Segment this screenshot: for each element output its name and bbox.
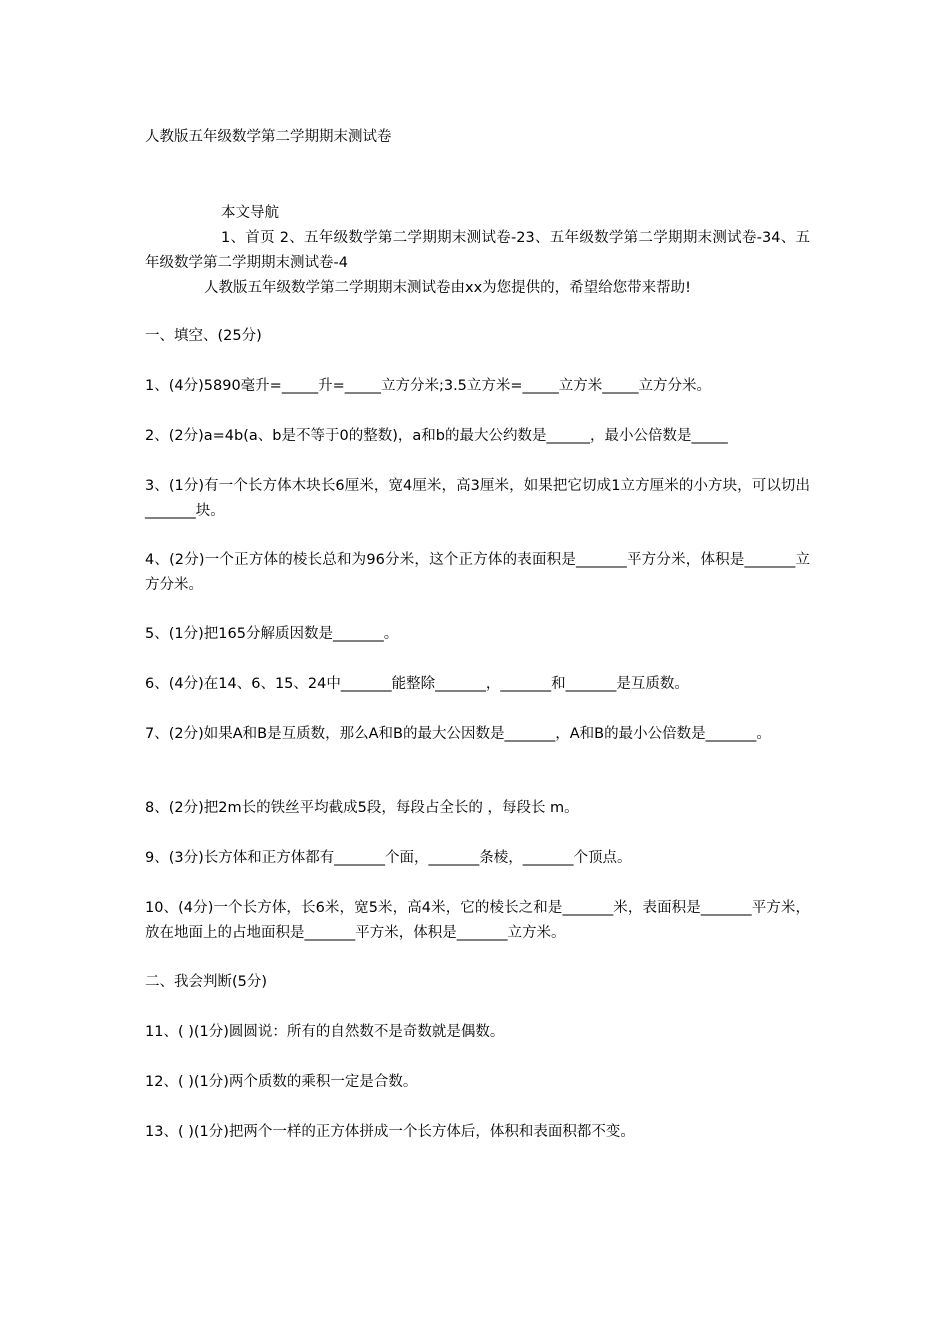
question-5: 5、(1分)把165分解质因数是_______。 xyxy=(145,626,399,642)
question-10: 10、(4分)一个长方体，长6米，宽5米，高4米，它的棱长之和是_______米，表面积是_______平方米，放在地面上的占地面积是_______平方米，体积是_______立方米。 xyxy=(145,900,810,941)
question-13: 13、( )(1分)把两个一样的正方体拼成一个长方体后，体积和表面积都不变。 xyxy=(145,1124,635,1140)
question-1: 1、(4分)5890毫升=_____升=_____立方分米;3.5立方米=_____立方米_____立方分米。 xyxy=(145,378,712,394)
nav-heading: 本文导航 xyxy=(221,205,279,221)
question-9: 9、(3分)长方体和正方体都有_______个面，_______条棱，_______个顶点。 xyxy=(145,850,632,866)
nav-links[interactable]: 1、首页 2、五年级数学第二学期期末测试卷-23、五年级数学第二学期期末测试卷-34、五年级数学第二学期期末测试卷-4 xyxy=(145,230,810,271)
question-4: 4、(2分)一个正方体的棱长总和为96分米，这个正方体的表面积是_______平方分米，体积是_______立方分米。 xyxy=(145,552,810,593)
intro-text: 人教版五年级数学第二学期期末测试卷由xx为您提供的，希望给您带来帮助! xyxy=(204,280,691,296)
document-title: 人教版五年级数学第二学期期末测试卷 xyxy=(145,129,392,145)
question-11: 11、( )(1分)圆圆说：所有的自然数不是奇数就是偶数。 xyxy=(145,1024,505,1040)
question-8: 8、(2分)把2m长的铁丝平均截成5段，每段占全长的 ，每段长 m。 xyxy=(145,800,579,816)
question-7: 7、(2分)如果A和B是互质数，那么A和B的最大公因数是_______，A和B的最小公倍数是_______。 xyxy=(145,726,771,742)
section-judge-heading: 二、我会判断(5分) xyxy=(145,974,268,990)
question-2: 2、(2分)a=4b(a、b是不等于0的整数)，a和b的最大公约数是______，最小公倍数是_____ xyxy=(145,428,728,444)
section-fill-in-heading: 一、填空、(25分) xyxy=(145,328,262,344)
question-6: 6、(4分)在14、6、15、24中_______能整除_______，_______和_______是互质数。 xyxy=(145,676,689,692)
question-3: 3、(1分)有一个长方体木块长6厘米，宽4厘米，高3厘米，如果把它切成1立方厘米的小方块，可以切出_______块。 xyxy=(145,478,810,519)
question-12: 12、( )(1分)两个质数的乘积一定是合数。 xyxy=(145,1074,418,1090)
